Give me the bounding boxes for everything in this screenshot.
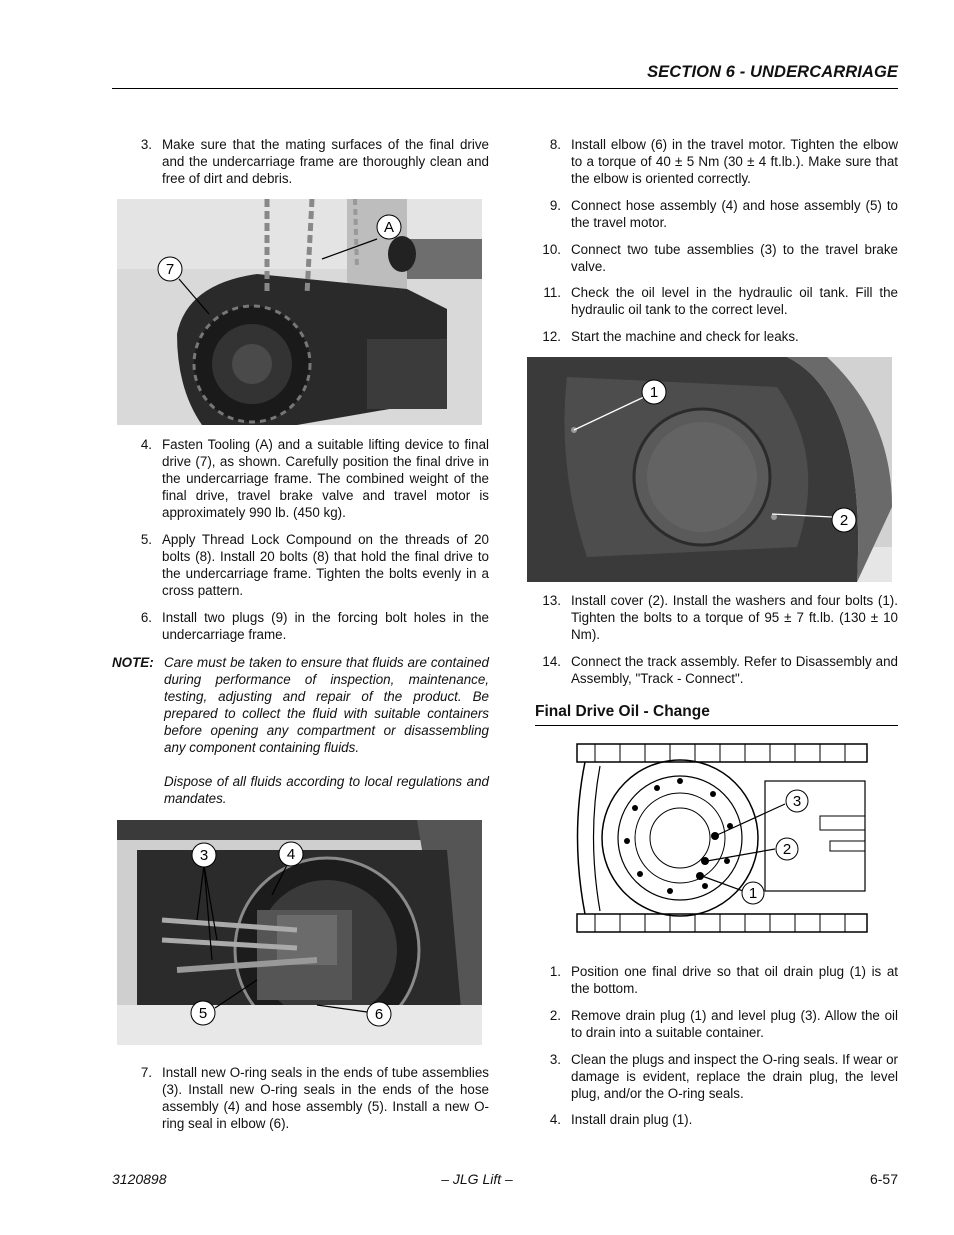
callout-a: A	[383, 219, 395, 236]
callout-2: 2	[782, 841, 792, 858]
callout-3: 3	[199, 847, 209, 864]
step-left-7	[112, 1064, 489, 1132]
step-number: 4.	[140, 437, 152, 452]
step-right-13	[526, 592, 898, 643]
section-title: SECTION 6 - UNDERCARRIAGE	[647, 63, 898, 81]
step-oil-1	[526, 963, 898, 997]
drawing-final-drive-plugs	[565, 736, 873, 949]
footer-publisher: – JLG Lift –	[441, 1171, 513, 1187]
step-number: 3.	[549, 1052, 561, 1067]
step-number: 13.	[542, 593, 561, 608]
step-number: 12.	[542, 329, 561, 344]
step-text: Fasten Tooling (A) and a suitable lifting device to final drive (7), as shown. Carefully position the final drive in the undercarriage frame. The combined weight of the final drive, travel brake valve and travel motor is approximately 990 lb. (450 kg).	[162, 437, 489, 520]
step-right-10	[526, 241, 898, 275]
callout-3: 3	[792, 793, 802, 810]
step-number: 4.	[549, 1112, 561, 1127]
step-number: 6.	[140, 610, 152, 625]
step-text: Make sure that the mating surfaces of the final drive and the undercarriage frame are thoroughly clean and free of dirt and debris.	[162, 137, 489, 186]
note-label: NOTE:	[112, 655, 154, 670]
step-number: 11.	[543, 285, 561, 300]
step-number: 1.	[549, 964, 561, 979]
step-number: 5.	[140, 532, 152, 547]
step-number: 9.	[549, 198, 561, 213]
callout-5: 5	[198, 1005, 208, 1022]
note-paragraph-2: Dispose of all fluids according to local regulations and mandates.	[164, 774, 489, 806]
photo-hose-tube-assemblies	[117, 820, 482, 1045]
callout-7: 7	[165, 261, 175, 278]
callout-1: 1	[748, 885, 758, 902]
step-text: Remove drain plug (1) and level plug (3). Allow the oil to drain into a suitable container.	[571, 1008, 898, 1040]
subsection-rule	[535, 725, 898, 726]
step-oil-2	[526, 1007, 898, 1041]
step-text: Install two plugs (9) in the forcing bolt holes in the undercarriage frame.	[162, 610, 489, 642]
footer-doc-number: 3120898	[112, 1171, 167, 1187]
step-left-6	[112, 609, 489, 643]
step-number: 8.	[549, 137, 561, 152]
callout-4: 4	[286, 846, 296, 863]
header-rule	[112, 88, 898, 89]
step-text: Connect the track assembly. Refer to Disassembly and Assembly, "Track - Connect".	[571, 654, 898, 686]
step-text: Install drain plug (1).	[571, 1112, 693, 1127]
step-text: Check the oil level in the hydraulic oil tank. Fill the hydraulic oil tank to the correct level.	[571, 285, 898, 317]
step-text: Apply Thread Lock Compound on the threads of 20 bolts (8). Install 20 bolts (8) that hold the final drive to the undercarriage frame. Tighten the bolts evenly in a cross pattern.	[162, 532, 489, 598]
step-oil-3	[526, 1051, 898, 1102]
step-left-4	[112, 436, 489, 521]
step-number: 10.	[542, 242, 561, 257]
step-number: 14.	[542, 654, 561, 669]
step-number: 7.	[140, 1065, 152, 1080]
step-text: Start the machine and check for leaks.	[571, 329, 799, 344]
note-paragraph-1: Care must be taken to ensure that fluids are contained during performance of inspection, maintenance, testing, adjusting and repair of the product. Be prepared to collect the fluid with suitable containers before opening any compartment or disassembling any component containing fluids.	[164, 655, 489, 755]
step-right-8	[526, 136, 898, 187]
step-text: Install elbow (6) in the travel motor. Tighten the elbow to a torque of 40 ± 5 Nm (30 ± 4 ft.lb.). Make sure that the elbow is oriented correctly.	[571, 137, 898, 186]
step-right-9	[526, 197, 898, 231]
callout-6: 6	[374, 1006, 384, 1023]
step-text: Install cover (2). Install the washers and four bolts (1). Tighten the bolts to a torque of 95 ± 7 ft.lb. (130 ± 10 Nm).	[571, 593, 898, 642]
callout-1: 1	[649, 384, 659, 401]
step-text: Position one final drive so that oil drain plug (1) is at the bottom.	[571, 964, 898, 996]
step-text: Connect hose assembly (4) and hose assembly (5) to the travel motor.	[571, 198, 898, 230]
step-number: 3.	[140, 137, 152, 152]
subsection-heading: Final Drive Oil - Change	[535, 703, 710, 720]
step-text: Install new O-ring seals in the ends of tube assemblies (3). Install new O-ring seals in the ends of the hose assembly (4) and hose assembly (5). Install a new O-ring seal in elbow (6).	[162, 1065, 489, 1131]
step-left-5	[112, 531, 489, 599]
step-right-11	[526, 284, 898, 318]
step-right-12	[526, 328, 898, 345]
footer-page-number: 6-57	[869, 1171, 898, 1187]
photo-cover-bolts	[527, 357, 892, 582]
note-block	[112, 654, 489, 807]
step-number: 2.	[549, 1008, 561, 1023]
step-left-3	[112, 136, 489, 187]
photo-final-drive-lifting	[117, 199, 482, 425]
step-right-14	[526, 653, 898, 687]
step-text: Connect two tube assemblies (3) to the travel brake valve.	[571, 242, 898, 274]
step-text: Clean the plugs and inspect the O-ring seals. If wear or damage is evident, replace the drain plug, the level plug, and/or the O-ring seals.	[571, 1052, 898, 1101]
step-oil-4	[526, 1111, 898, 1128]
callout-2: 2	[839, 512, 849, 529]
